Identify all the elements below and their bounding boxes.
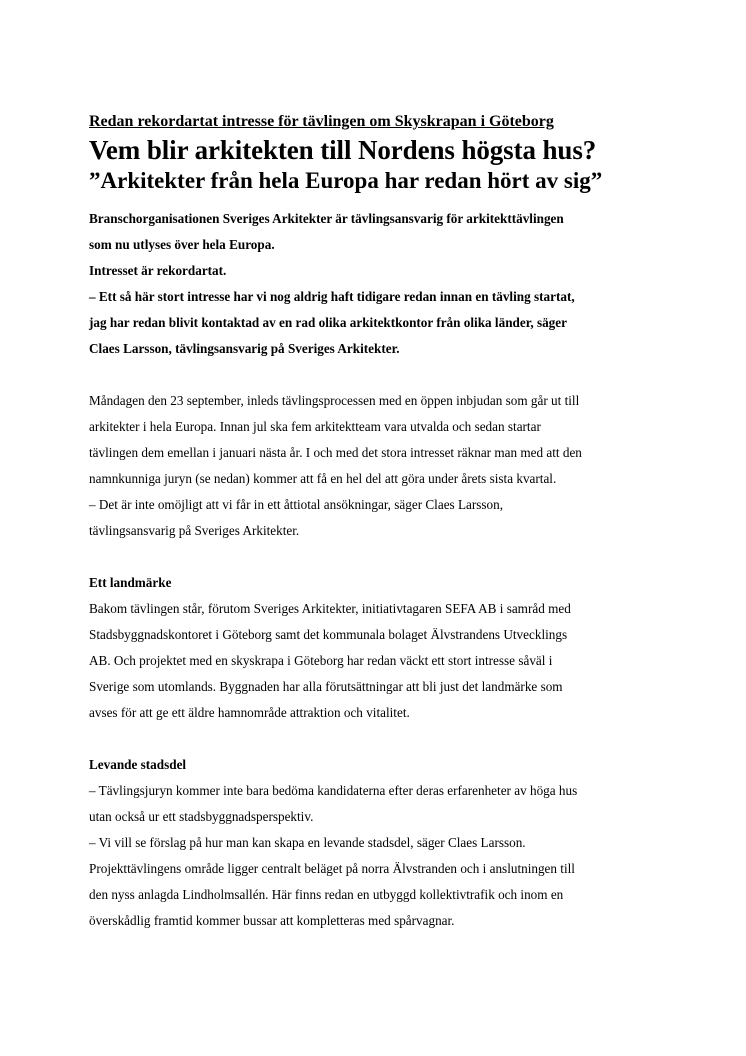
lead-line: Claes Larsson, tävlingsansvarig på Sveriges Arkitekter. bbox=[89, 341, 400, 356]
spacer bbox=[89, 362, 689, 388]
lead-line: jag har redan blivit kontaktad av en rad olika arkitektkontor från olika länder, säger bbox=[89, 315, 567, 330]
body-line: Sverige som utomlands. Byggnaden har alla förutsättningar att bli just det landmärke som bbox=[89, 679, 563, 694]
body-line: avses för att ge ett äldre hamnområde attraktion och vitalitet. bbox=[89, 705, 410, 720]
living-district-paragraph bbox=[89, 778, 689, 934]
press-release-page bbox=[89, 110, 689, 934]
subheadline: ”Arkitekter från hela Europa har redan hört av sig” bbox=[89, 168, 603, 193]
kicker-heading: Redan rekordartat intresse för tävlingen om Skyskrapan i Göteborg bbox=[89, 113, 554, 130]
body-line: tävlingsansvarig på Sveriges Arkitekter. bbox=[89, 523, 300, 538]
spacer bbox=[89, 726, 689, 752]
body-line: – Vi vill se förslag på hur man kan skapa en levande stadsdel, säger Claes Larsson. bbox=[89, 835, 526, 850]
body-line: den nyss anlagda Lindholmsallén. Här finns redan en utbyggd kollektivtrafik och inom en bbox=[89, 887, 564, 902]
body-line: namnkunniga juryn (se nedan) kommer att få en hel del att göra under årets sista kvartal. bbox=[89, 471, 557, 486]
body-line: AB. Och projektet med en skyskrapa i Göteborg har redan väckt ett stort intresse såväl i bbox=[89, 653, 553, 668]
lead-line: – Ett så här stort intresse har vi nog aldrig haft tidigare redan innan en tävling startat, bbox=[89, 289, 575, 304]
body-line: – Det är inte omöjligt att vi får in ett åttiotal ansökningar, säger Claes Larsson, bbox=[89, 497, 504, 512]
spacer bbox=[89, 544, 689, 570]
body-line: överskådlig framtid kommer bussar att kompletteras med spårvagnar. bbox=[89, 913, 455, 928]
lead-paragraph bbox=[89, 206, 689, 362]
section-heading-landmark: Ett landmärke bbox=[89, 575, 172, 590]
headline: Vem blir arkitekten till Nordens högsta hus? bbox=[89, 135, 597, 165]
intro-paragraph bbox=[89, 388, 689, 544]
lead-line: Branschorganisationen Sveriges Arkitekter är tävlingsansvarig för arkitekttävlingen bbox=[89, 211, 564, 226]
lead-line: som nu utlyses över hela Europa. bbox=[89, 237, 275, 252]
body-line: utan också ur ett stadsbyggnadsperspektiv. bbox=[89, 809, 314, 824]
body-line: Bakom tävlingen står, förutom Sveriges Arkitekter, initiativtagaren SEFA AB i samråd med bbox=[89, 601, 571, 616]
body-line: Projekttävlingens område ligger centralt beläget på norra Älvstranden och i anslutningen till bbox=[89, 861, 575, 876]
body-line: Måndagen den 23 september, inleds tävlingsprocessen med en öppen inbjudan som går ut till bbox=[89, 393, 580, 408]
body-line: tävlingen dem emellan i januari nästa år. I och med det stora intresset räknar man med att den bbox=[89, 445, 582, 460]
lead-line: Intresset är rekordartat. bbox=[89, 263, 227, 278]
body-line: arkitekter i hela Europa. Innan jul ska fem arkitektteam vara utvalda och sedan startar bbox=[89, 419, 541, 434]
body-line: – Tävlingsjuryn kommer inte bara bedöma kandidaterna efter deras erfarenheter av höga hus bbox=[89, 783, 578, 798]
landmark-paragraph bbox=[89, 596, 689, 726]
body-line: Stadsbyggnadskontoret i Göteborg samt det kommunala bolaget Älvstrandens Utvecklings bbox=[89, 627, 568, 642]
section-heading-living-district: Levande stadsdel bbox=[89, 757, 187, 772]
